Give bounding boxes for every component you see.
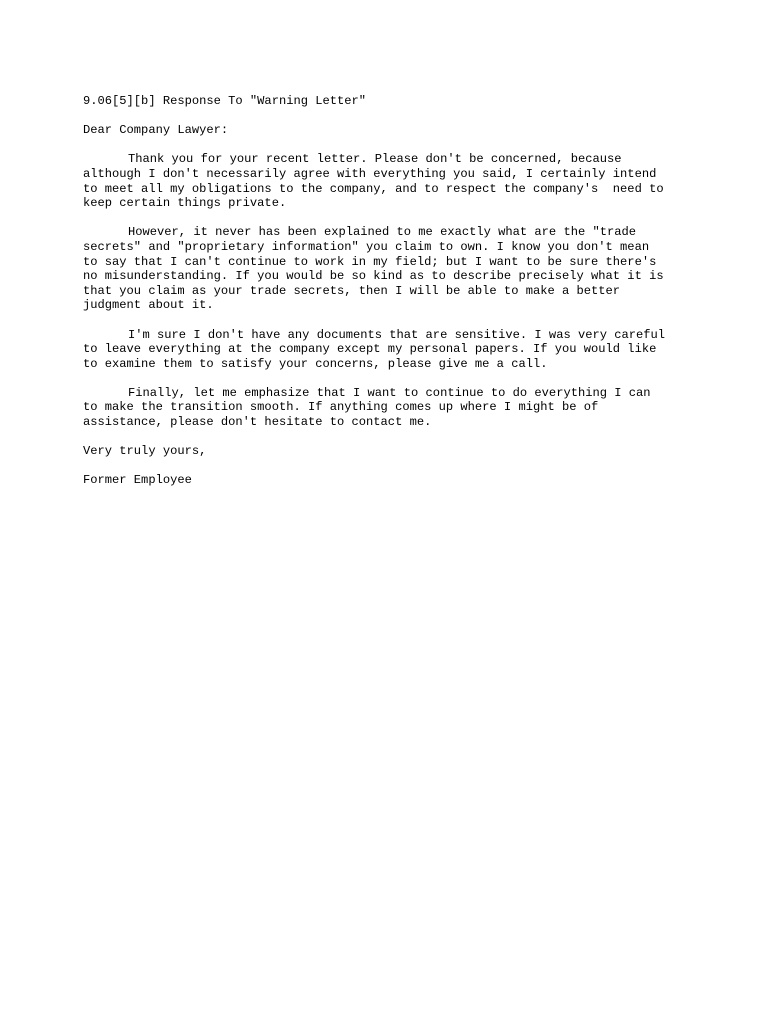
paragraph-2 <box>83 225 723 313</box>
paragraph-line: secrets" and "proprietary information" you claim to own. I know you don't mean <box>83 239 650 254</box>
paragraph-line: judgment about it. <box>83 298 214 313</box>
paragraph-line: no misunderstanding. If you would be so kind as to describe precisely what it is <box>83 269 664 284</box>
paragraph-line: to say that I can't continue to work in my field; but I want to be sure there's <box>83 254 657 269</box>
paragraph-line: Finally, let me emphasize that I want to continue to do everything I can <box>128 385 651 400</box>
paragraph-3 <box>83 328 723 372</box>
paragraph-line: to leave everything at the company except my personal papers. If you would like <box>83 342 657 357</box>
paragraph-line: I'm sure I don't have any documents that are sensitive. I was very careful <box>128 327 666 342</box>
signature: Former Employee <box>83 473 192 488</box>
paragraph-line: assistance, please don't hesitate to contact me. <box>83 415 432 430</box>
paragraph-line: Thank you for your recent letter. Please don't be concerned, because <box>128 152 622 167</box>
closing-block <box>83 444 723 459</box>
letter-heading-block <box>83 94 723 109</box>
letter-heading: 9.06[5][b] Response To "Warning Letter" <box>83 94 367 108</box>
paragraph-line: to meet all my obligations to the company, and to respect the company's need to <box>83 181 664 196</box>
paragraph-line: to examine them to satisfy your concerns, please give me a call. <box>83 356 548 371</box>
letter-page <box>83 94 723 503</box>
paragraph-line: to make the transition smooth. If anything comes up where I might be of <box>83 400 599 415</box>
salutation: Dear Company Lawyer: <box>83 123 229 138</box>
salutation-block <box>83 123 723 138</box>
paragraph-line: However, it never has been explained to me exactly what are the "trade <box>128 225 637 240</box>
paragraph-line: keep certain things private. <box>83 196 287 211</box>
paragraph-line: although I don't necessarily agree with everything you said, I certainly intend <box>83 166 657 181</box>
signature-block <box>83 473 723 488</box>
paragraph-1 <box>83 152 723 210</box>
paragraph-4 <box>83 386 723 430</box>
closing: Very truly yours, <box>83 444 207 459</box>
paragraph-line: that you claim as your trade secrets, then I will be able to make a better <box>83 283 621 298</box>
